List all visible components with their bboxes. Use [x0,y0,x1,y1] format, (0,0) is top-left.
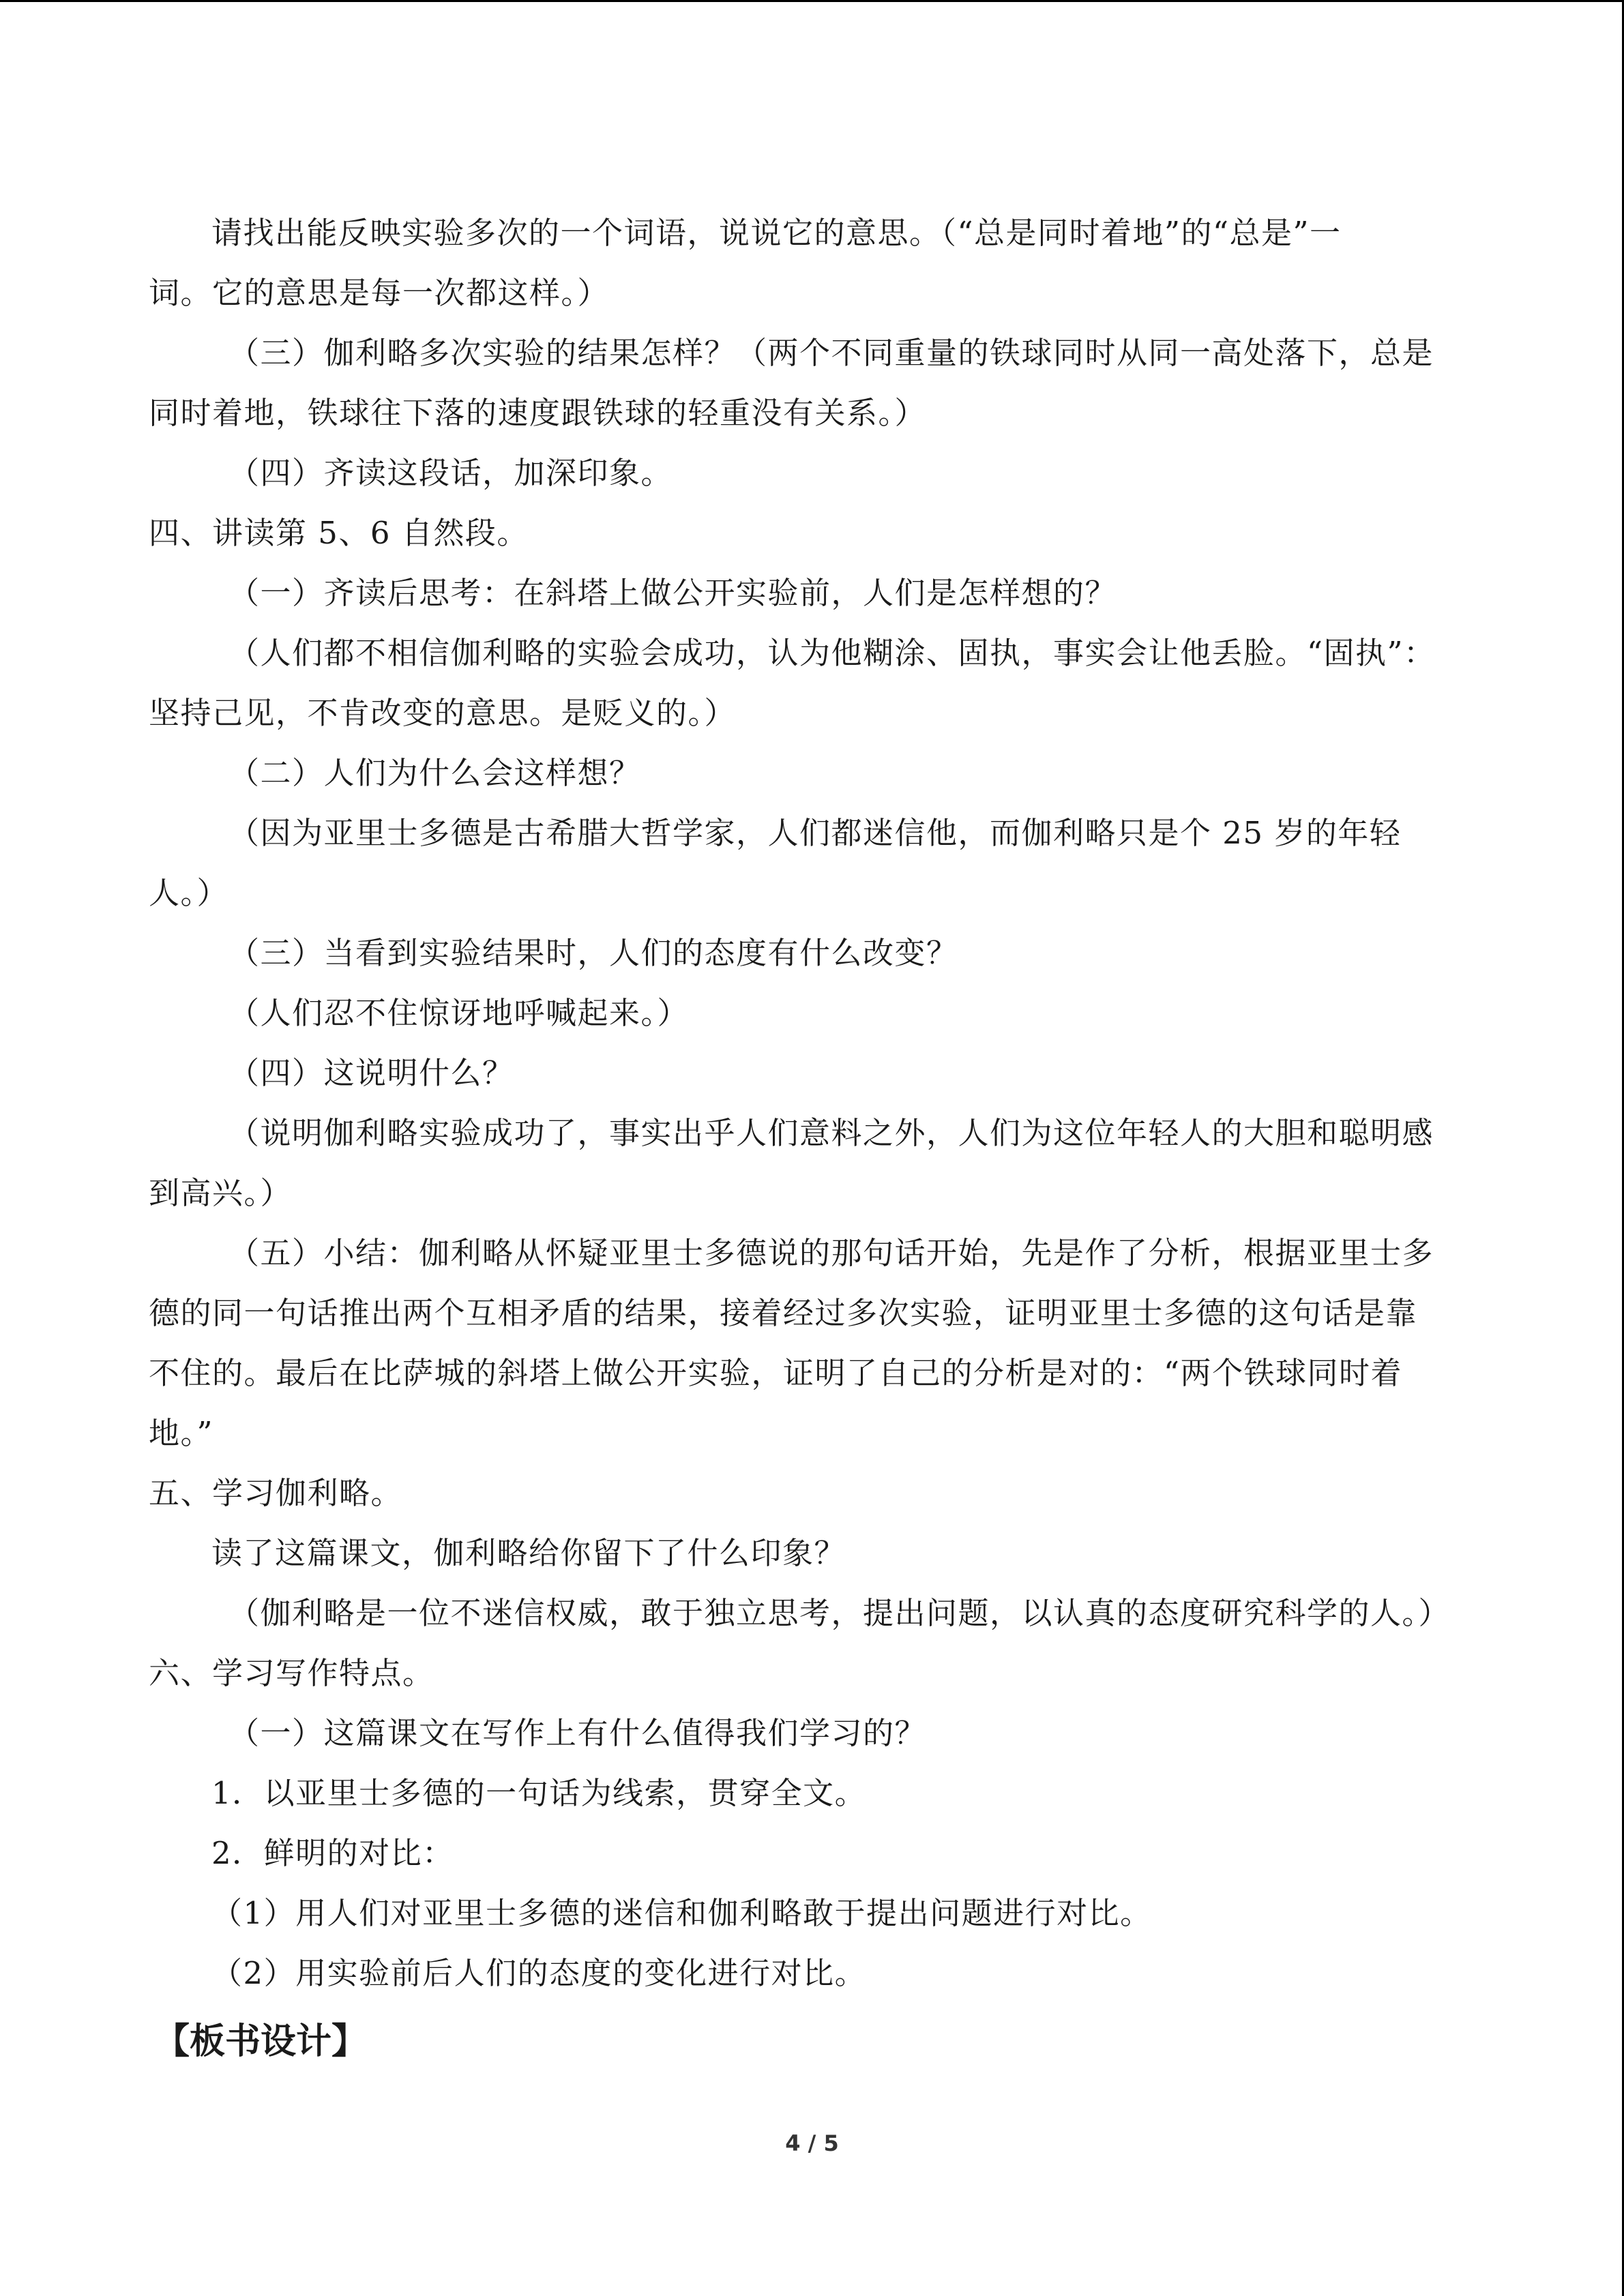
text-line: （2）用实验前后人们的态度的变化进行对比。 [211,1955,867,1991]
text-line: （1）用人们对亚里士多德的迷信和伽利略敢于提出问题进行对比。 [211,1895,1152,1931]
text-line: 德的同一句话推出两个互相矛盾的结果，接着经过多次实验，证明亚里士多德的这句话是靠 [149,1295,1418,1331]
text-line: （人们都不相信伽利略的实验会成功，认为他糊涂、固执，事实会让他丢脸。“固执”： [228,635,1436,671]
text-line: 坚持己见，不肯改变的意思。是贬义的。） [149,695,737,731]
text-line: （二）人们为什么会这样想？ [228,755,641,791]
text-line: （说明伽利略实验成功了，事实出乎人们意料之外，人们为这位年轻人的大胆和聪明感 [228,1115,1434,1151]
text-line: （伽利略是一位不迷信权威，敢于独立思考，提出问题，以认真的态度研究科学的人。） [228,1595,1451,1631]
text-line: 人。） [149,875,229,911]
text-line: 读了这篇课文，伽利略给你留下了什么印象？ [211,1535,846,1571]
text-line: 五、学习伽利略。 [149,1475,403,1511]
text-line: 四、讲读第 5、6 自然段。 [149,515,529,551]
text-line: （因为亚里士多德是古希腊大哲学家，人们都迷信他，而伽利略只是个 25 岁的年轻 [228,815,1402,851]
text-line: 2．鲜明的对比： [211,1835,454,1871]
text-line: （三）伽利略多次实验的结果怎样？（两个不同重量的铁球同时从同一高处落下，总是 [228,335,1434,371]
text-line: （人们忍不住惊讶地呼喊起来。） [228,995,690,1031]
document-text [149,203,1465,2003]
document-body [149,203,1465,2076]
text-line: （四）齐读这段话，加深印象。 [228,455,673,491]
text-line: 同时着地，铁球往下落的速度跟铁球的轻重没有关系。） [149,395,927,431]
text-line: 请找出能反映实验多次的一个词语，说说它的意思。（“总是同时着地”的“总是”一 [211,215,1342,251]
text-line: （五）小结：伽利略从怀疑亚里士多德说的那句话开始，先是作了分析，根据亚里士多 [228,1235,1434,1271]
page-number: 4 / 5 [785,2130,839,2156]
page-top-border [0,0,1624,2]
text-line: 地。” [149,1415,214,1451]
text-line: 六、学习写作特点。 [149,1655,434,1691]
text-line: 词。它的意思是每一次都这样。） [149,275,610,311]
text-line: （一）齐读后思考：在斜塔上做公开实验前，人们是怎样想的？ [228,575,1117,611]
text-line: （四）这说明什么？ [228,1055,514,1091]
text-line: （三）当看到实验结果时，人们的态度有什么改变？ [228,935,958,971]
section-heading: 【板书设计】 [154,2021,368,2062]
text-line: 到高兴。） [149,1175,293,1211]
text-line: 1．以亚里士多德的一句话为线索，贯穿全文。 [211,1775,867,1811]
text-line: 不住的。最后在比萨城的斜塔上做公开实验，证明了自己的分析是对的：“两个铁球同时着 [149,1355,1403,1391]
text-line: （一）这篇课文在写作上有什么值得我们学习的？ [228,1715,927,1751]
